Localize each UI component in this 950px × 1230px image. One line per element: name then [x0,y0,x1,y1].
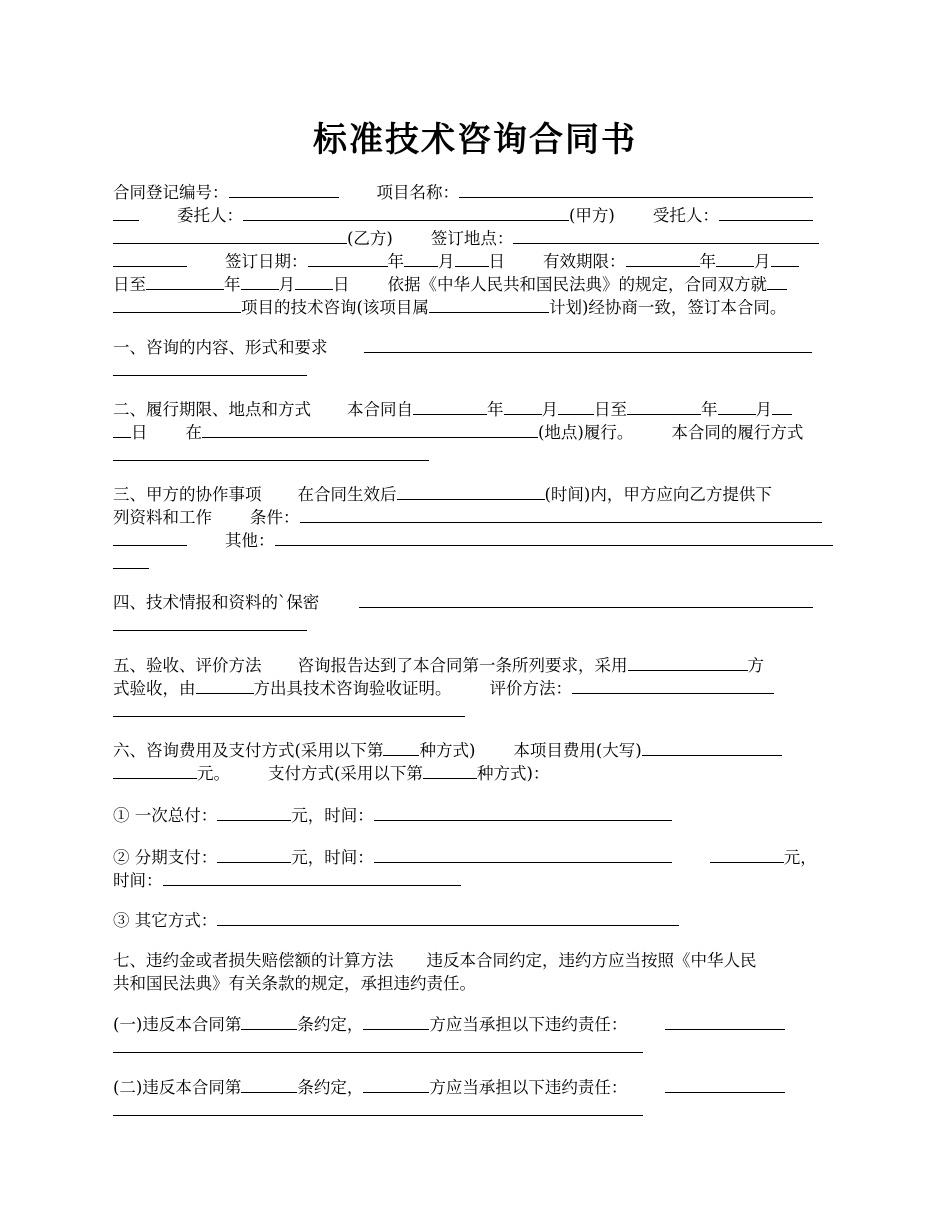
section-3: 三、甲方的协作事项 在合同生效后 (时间)内，甲方应向乙方提供下 列资料和工作 条件： 其他： [113,482,839,574]
breach-clause-1: (一)违反本合同第 条约定， 方应当承担以下违约责任： [113,1012,839,1058]
header-line-5: 日至 年 月 日 依据《中华人民共和国民法典》的规定，合同双方就 [113,272,839,295]
section-7-line-2: 共和国民法典》有关条款的规定，承担违约责任。 [113,974,476,993]
header-line-6: 项目的技术咨询(该项目属 计划)经协商一致，签订本合同。 [113,295,839,318]
section-1 [113,335,839,381]
section-4 [113,590,839,636]
section-4-heading: 四、技术情报和资料的`保密 [113,593,320,612]
section-6-heading: 六、咨询费用及支付方式(采用以下第 [113,741,384,760]
section-1-heading: 一、咨询的内容、形式和要求 [113,338,328,357]
header-line-2: 委托人： (甲方) 受托人： [113,203,839,226]
header-block [113,180,839,318]
header-line-4: 签订日期： 年 月 日 有效期限： 年 月 [113,249,839,272]
section-5-heading: 五、验收、评价方法 [113,656,262,675]
section-3-heading: 三、甲方的协作事项 [113,485,262,504]
section-5: 五、验收、评价方法 咨询报告达到了本合同第一条所列要求，采用 方 式验收，由 方出具技术咨询验收证明。 评价方法： [113,653,839,722]
document-title: 标准技术咨询合同书 [313,120,637,160]
payment-option-3: ③ 其它方式： [113,908,839,931]
section-2: 二、履行期限、地点和方式 本合同自 年 月 日至 年 月 日 在 (地点)履行。 本合同的履行方式 [113,397,839,466]
header-line-3: (乙方) 签订地点： [113,226,839,249]
section-7-line-1: 七、违约金或者损失赔偿额的计算方法 违反本合同约定，违约方应当按照《中华人民 [113,951,757,970]
section-6: 六、咨询费用及支付方式(采用以下第 种方式) 本项目费用(大写) 元。 支付方式(采用以下第 种方式)： [113,738,839,784]
header-line-1: 合同登记编号： 项目名称： [113,180,839,203]
section-7 [113,949,839,995]
breach-clause-2: (二)违反本合同第 条约定， 方应当承担以下违约责任： [113,1075,839,1121]
payment-option-2: ② 分期支付： 元，时间： 元， 时间： [113,845,839,891]
section-2-heading: 二、履行期限、地点和方式 [113,400,311,419]
payment-option-1: ① 一次总付： 元，时间： [113,803,839,826]
